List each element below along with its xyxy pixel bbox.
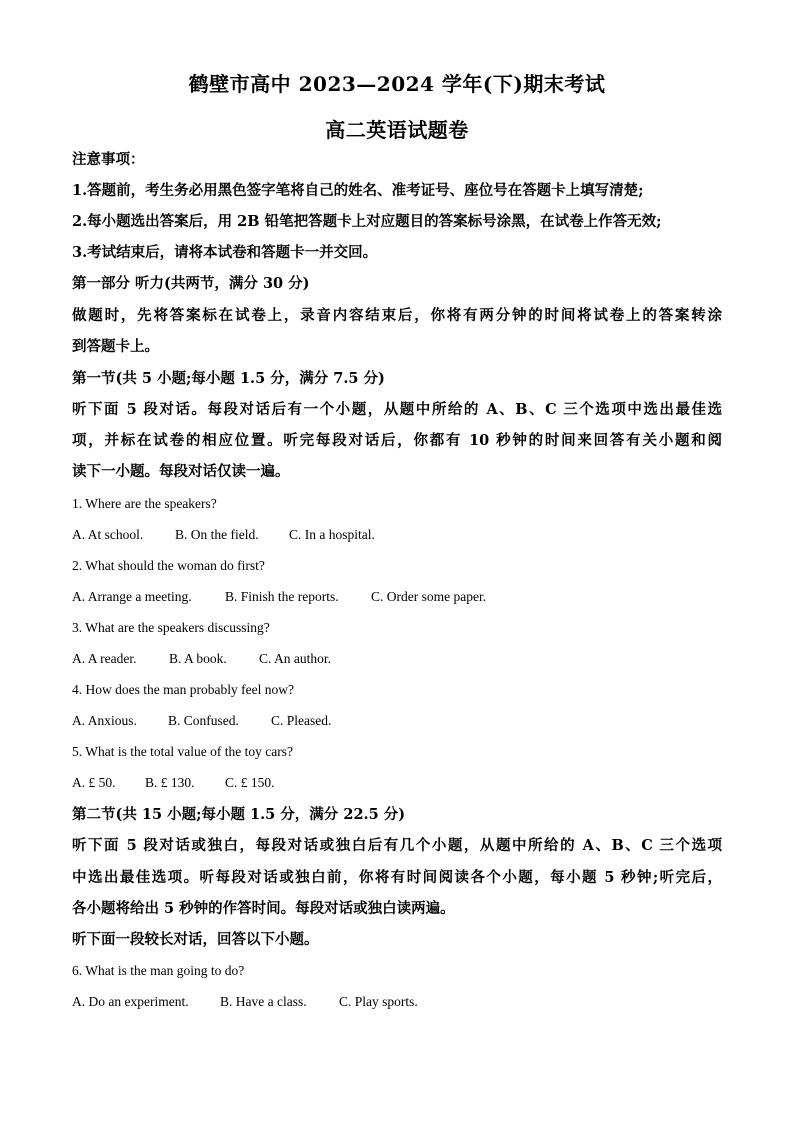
question-5-option-a: A. £ 50.	[72, 775, 116, 790]
question-1: 1. Where are the speakers?	[72, 496, 217, 511]
part1-instructions-line-2: 到答题卡上。	[72, 338, 159, 355]
notes-item-1: 1.答题前，考生务必用黑色签字笔将自己的姓名、准考证号、座位号在答题卡上填写清楚;	[72, 182, 644, 199]
question-1-option-c: C. In a hospital.	[289, 527, 375, 542]
question-4-option-c: C. Pleased.	[271, 713, 332, 728]
notes-item-2: 2.每小题选出答案后，用 2B 铅笔把答题卡上对应题目的答案标号涂黑，在试卷上作答无效;	[72, 213, 662, 230]
question-6-option-a: A. Do an experiment.	[72, 994, 189, 1009]
question-3-option-b: B. A book.	[169, 651, 227, 666]
question-5-option-b: B. £ 130.	[145, 775, 195, 790]
question-4-options	[72, 711, 722, 731]
question-2-options	[72, 587, 722, 607]
question-5-option-c: C. £ 150.	[225, 775, 275, 790]
section1-instructions-line-3: 读下一小题。每段对话仅读一遍。	[72, 463, 290, 480]
question-3: 3. What are the speakers discussing?	[72, 620, 270, 635]
question-6: 6. What is the man going to do?	[72, 963, 245, 978]
question-1-options	[72, 525, 722, 545]
section2-instructions-line-1: 听下面 5 段对话或独白，每段对话或独白后有几个小题，从题中所给的 A、B、C 三个选项	[72, 837, 722, 854]
question-2-option-a: A. Arrange a meeting.	[72, 589, 192, 604]
section2-instructions-line-2: 中选出最佳选项。听每段对话或独白前，你将有时间阅读各个小题，每小题 5 秒钟;听完后，	[72, 869, 722, 886]
section2-instructions-line-3: 各小题将给出 5 秒钟的作答时间。每段对话或独白读两遍。	[72, 900, 455, 917]
section1-instructions-line-1: 听下面 5 段对话。每段对话后有一个小题，从题中所给的 A、B、C 三个选项中选出最佳选	[72, 401, 722, 418]
question-1-option-b: B. On the field.	[175, 527, 259, 542]
question-6-option-b: B. Have a class.	[220, 994, 307, 1009]
question-3-option-a: A. A reader.	[72, 651, 137, 666]
notes-item-3: 3.考试结束后，请将本试卷和答题卡一并交回。	[72, 244, 378, 261]
notes-heading: 注意事项：	[72, 151, 145, 168]
exam-title: 鹤壁市高中 2023—2024 学年(下)期末考试	[188, 72, 606, 96]
exam-subtitle: 高二英语试题卷	[325, 118, 469, 142]
question-4-option-b: B. Confused.	[168, 713, 239, 728]
section1-instructions-line-2: 项，并标在试卷的相应位置。听完每段对话后，你都有 10 秒钟的时间来回答有关小题和阅	[72, 432, 722, 449]
section1-heading: 第一节(共 5 小题;每小题 1.5 分，满分 7.5 分)	[72, 370, 385, 387]
question-3-options	[72, 649, 722, 669]
question-5: 5. What is the total value of the toy cars?	[72, 744, 293, 759]
section2-lead: 听下面一段较长对话，回答以下小题。	[72, 931, 319, 948]
question-2-option-c: C. Order some paper.	[371, 589, 487, 604]
question-2-option-b: B. Finish the reports.	[225, 589, 339, 604]
part1-instructions-line-1: 做题时，先将答案标在试卷上，录音内容结束后，你将有两分钟的时间将试卷上的答案转涂	[72, 307, 722, 324]
question-5-options	[72, 773, 722, 793]
question-2: 2. What should the woman do first?	[72, 558, 265, 573]
question-4-option-a: A. Anxious.	[72, 713, 137, 728]
question-1-option-a: A. At school.	[72, 527, 144, 542]
part1-heading: 第一部分 听力(共两节，满分 30 分)	[72, 275, 310, 292]
question-6-option-c: C. Play sports.	[339, 994, 418, 1009]
question-6-options	[72, 992, 722, 1012]
section2-heading: 第二节(共 15 小题;每小题 1.5 分，满分 22.5 分)	[72, 806, 406, 823]
question-4: 4. How does the man probably feel now?	[72, 682, 294, 697]
question-3-option-c: C. An author.	[259, 651, 332, 666]
